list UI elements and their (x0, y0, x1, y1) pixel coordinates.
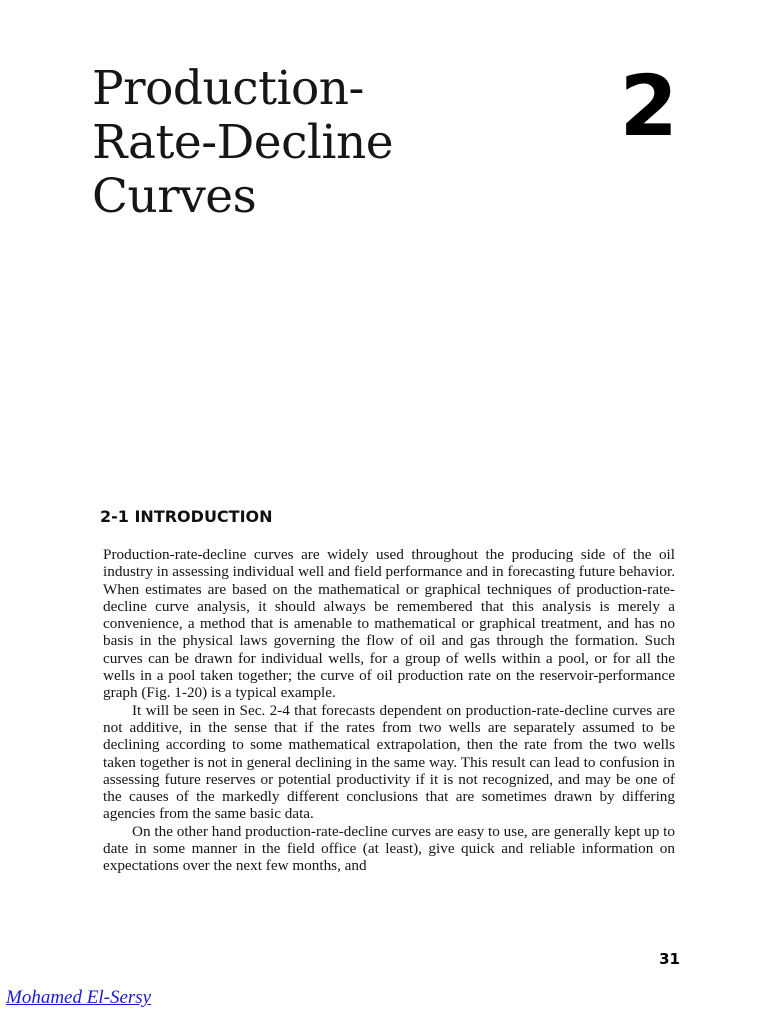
chapter-number: 2 (619, 57, 678, 155)
paragraph-1: Production-rate-decline curves are widely used throughout the producing side of the oil industry in assessing individual well and field performance and in forecasting future behavior. When estimates are based on the mathematical or graphical techniques of production-rate-decline curve analysis, it should always be remembered that this analysis is merely a convenience, a method that is amenable to mathematical or graphical treatment, and has no basis in the physical laws governing the flow of oil and gas through the formation. Such curves can be drawn for individual wells, for a group of wells within a pool, or for all the wells in a pool taken together; the curve of oil production rate on the reservoir-performance graph (Fig. 1-20) is a typical example. (103, 546, 675, 702)
body-text (103, 546, 675, 875)
section-heading: 2-1 INTRODUCTION (100, 507, 273, 526)
paragraph-3: On the other hand production-rate-decline curves are easy to use, are generally kept up to date in some manner in the field office (at least), give quick and reliable information on expectations over the next few months, and (103, 822, 675, 875)
chapter-title (92, 62, 512, 224)
chapter-title-line-1: Production- (92, 61, 364, 116)
chapter-title-line-3: Curves (92, 169, 257, 224)
chapter-title-line-2: Rate-Decline (92, 115, 394, 170)
watermark-signature: Mohamed El-Sersy (6, 987, 152, 1008)
page-number: 31 (659, 950, 680, 968)
paragraph-2: It will be seen in Sec. 2-4 that forecasts dependent on production-rate-decline curves are not additive, in the sense that if the rates from two wells are separately assumed to be declining according to some mathematical extrapolation, then the rate from the two wells taken together is not in general declining in the same way. This result can lead to confusion in assessing future reserves or potential productivity if it is not recognized, and may be one of the causes of the markedly different conclusions that are sometimes drawn by differing agencies from the same basic data. (103, 701, 675, 823)
